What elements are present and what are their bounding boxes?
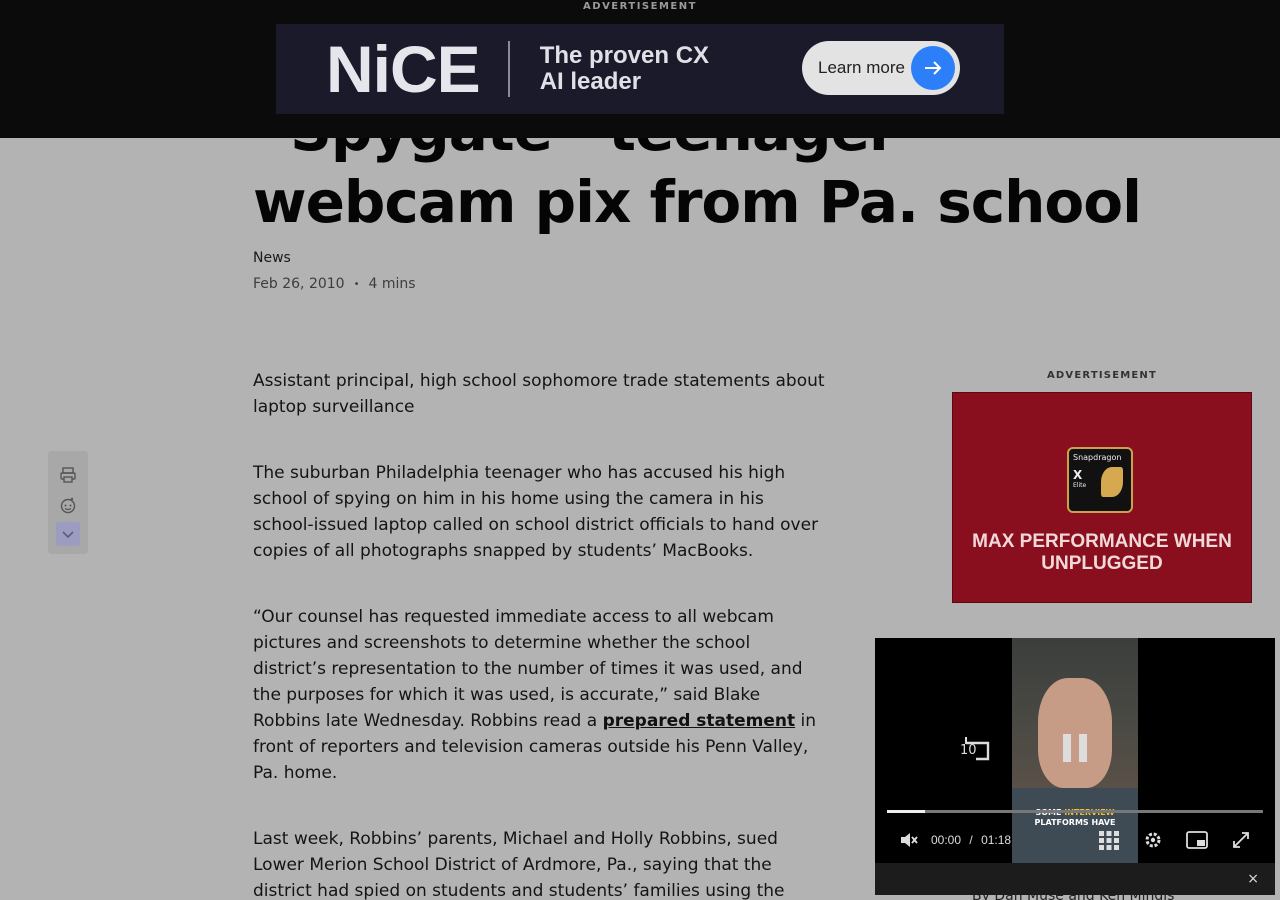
fullscreen-icon[interactable]: [1229, 828, 1253, 852]
grid-icon[interactable]: [1097, 828, 1121, 852]
rewind-10-icon[interactable]: [960, 733, 992, 763]
top-advertisement: [0, 0, 1280, 138]
chip-tier: Elite: [1073, 482, 1087, 489]
category-link[interactable]: News: [253, 250, 291, 266]
article-meta: [253, 276, 416, 292]
paragraph-text: in front of reporters and television cameras outside his Penn Valley, Pa. home.: [253, 711, 817, 783]
snapdragon-swirl-icon: [1101, 467, 1123, 497]
caption-text: PLATFORMS HAVE: [1034, 818, 1116, 827]
chip-brand: Snapdragon: [1073, 453, 1122, 462]
video-subject: [1038, 678, 1112, 788]
current-time: 00:00: [931, 833, 962, 847]
share-rail: [48, 451, 88, 554]
prepared-statement-link[interactable]: prepared statement: [602, 711, 796, 731]
read-time: 4 mins: [368, 276, 416, 292]
ad-learn-more-button[interactable]: [802, 41, 960, 95]
ad-brand-logo: NiCE: [326, 32, 480, 106]
video-controls: [875, 826, 1275, 854]
time-separator: /: [969, 833, 973, 847]
meta-separator: •: [353, 278, 360, 290]
pip-icon[interactable]: [1185, 828, 1209, 852]
video-progress-bar[interactable]: [887, 810, 1263, 813]
close-icon[interactable]: ×: [1247, 871, 1259, 887]
chevron-down-icon[interactable]: [56, 522, 80, 546]
pause-icon[interactable]: [1063, 734, 1087, 762]
ad-label: ADVERTISEMENT: [583, 1, 697, 12]
snapdragon-chip-logo: [1067, 447, 1133, 513]
article-body: [253, 368, 825, 900]
ad-divider: [508, 41, 510, 97]
side-ad-label: ADVERTISEMENT: [1046, 370, 1157, 381]
mute-icon[interactable]: [897, 828, 921, 852]
video-progress-fill: [887, 810, 925, 813]
article-dek: Assistant principal, high school sophomore trade statements about laptop surveillance: [253, 371, 825, 417]
side-ad-headline: MAX PERFORMANCE WHEN UNPLUGGED: [972, 531, 1232, 574]
reddit-icon[interactable]: [56, 493, 80, 517]
chip-model: X: [1073, 468, 1083, 482]
ad-banner[interactable]: [276, 24, 1004, 114]
publish-date: Feb 26, 2010: [253, 276, 345, 292]
video-time: [931, 833, 1011, 847]
arrow-right-icon: [911, 46, 955, 90]
rewind-seconds: 10: [960, 743, 977, 758]
settings-icon[interactable]: [1141, 828, 1165, 852]
player-footer: [875, 863, 1275, 895]
headline-line-2: webcam pix from Pa. school: [253, 168, 1141, 236]
side-advertisement[interactable]: [952, 392, 1252, 603]
paragraph: The suburban Philadelphia teenager who has accused his high school of spying on him in his home using the camera in his school-issued laptop called on school district officials to hand over copies of all photographs snapped by students’ MacBooks.: [253, 463, 819, 561]
ad-cta-label: Learn more: [818, 58, 905, 77]
duration: 01:18: [981, 833, 1012, 847]
ad-tagline: The proven CX AI leader: [539, 42, 710, 95]
paragraph: [253, 604, 825, 786]
video-player[interactable]: [875, 638, 1275, 895]
paragraph: Last week, Robbins’ parents, Michael and Holly Robbins, sued Lower Merion School District of Ardmore, Pa., saying that the district had spied on students and students’ families using the: [253, 829, 785, 900]
paragraph-text: “Our counsel has requested immediate access to all webcam pictures and screenshots to determine whether the school district’s representation to the number of times it was used, and the purposes for which it was used, is accurate,” said Blake Robbins late Wednesday. Robbins read a: [253, 607, 803, 731]
print-icon[interactable]: [56, 463, 80, 487]
